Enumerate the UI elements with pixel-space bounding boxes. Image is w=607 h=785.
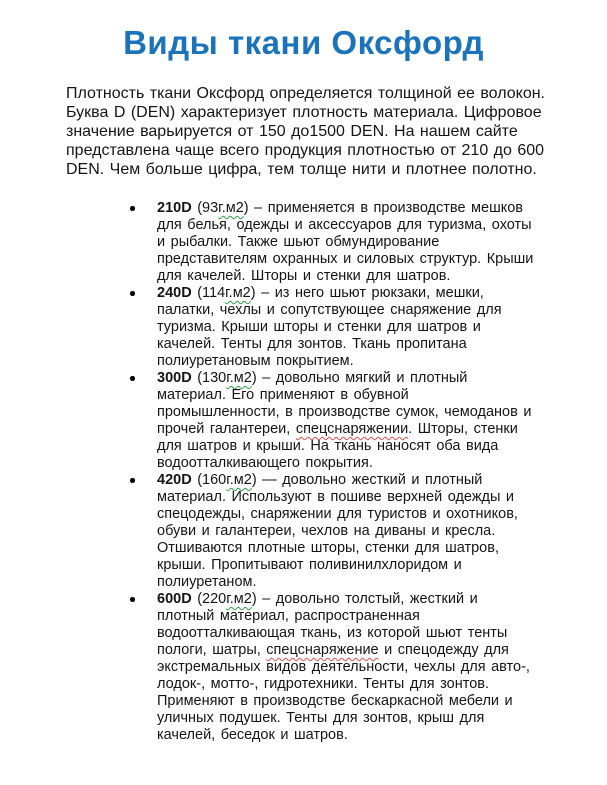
marked-word: г.м2 <box>225 284 251 301</box>
marked-word: спецснаряжение <box>266 641 379 658</box>
list-item <box>157 472 535 591</box>
marked-word: г.м2 <box>226 369 252 386</box>
density-list <box>0 200 535 744</box>
text-run: (160 <box>191 471 227 488</box>
text-run: ) – из него шьют рюкзаки, мешки, палатки, чехлы и сопутствующее снаряжение для туризма. Крыши шторы и стенки для шатров и качелей. Тенты для зонтов. Ткань пропитана полиуретановым покрытием. <box>157 284 502 369</box>
text-run: ) – довольно мягкий и плотный материал. Его применяют в обувной промышленности, в производстве сумок, чемоданов и прочей галантереи, <box>157 369 532 437</box>
text-run: (130 <box>191 369 227 386</box>
page-title: Виды ткани Оксфорд <box>123 24 484 61</box>
text-run: . Шторы, стенки для шатров и крыши. На ткань наносят оба вида водоотталкивающего покрытия. <box>157 420 518 471</box>
marked-word: г.м2 <box>226 471 252 488</box>
marked-word: спецснаряжении <box>295 420 409 437</box>
marked-word: г.м2 <box>226 590 252 607</box>
text-run: ) – довольно толстый, жесткий и плотный материал, распространенная водоотталкивающая ткань, из которой шьют тенты пологи, шатры, <box>157 590 508 658</box>
intro-paragraph: Плотность ткани Оксфорд определяется толщиной ее волокон. Буква D (DEN) характеризует плотность материала. Цифровое значение варьируется от 150 до1500 DEN. На нашем сайте представлена чаще всего продукция плотностью от 210 до 600 DEN. Чем больше цифра, тем толще нити и плотнее полотно. <box>66 84 545 178</box>
density-label: 420D <box>157 471 192 488</box>
text-run: (93 <box>191 199 219 216</box>
density-label: 210D <box>157 199 192 216</box>
density-label: 240D <box>157 284 192 301</box>
list-item <box>157 370 535 472</box>
text-run: ) – применяется в производстве мешков для белья, одежды и аксессуаров для туризма, охоты и рыбалки. Также шьют обмундирование представителям охранных и силовых структур. Крыши для качелей. Шторы и стенки для шатров. <box>157 199 534 284</box>
text-run: ) — довольно жесткий и плотный материал. Используют в пошиве верхней одежды и спецодежды, снаряжении для туристов и охотников, обуви и галантереи, чехлов на диваны и кресла. Отшиваются плотные шторы, стенки для шатров, крыши. Пропитывают поливинилхлоридом и полиуретаном. <box>157 471 518 590</box>
text-run: (220 <box>191 590 227 607</box>
list-item <box>157 591 535 744</box>
list-item <box>157 200 535 285</box>
marked-word: г.м2 <box>218 199 244 216</box>
text-run: и спецодежду для экстремальных видов деятельности, чехлы для авто-, лодок-, мотто-, гидротехники. Тенты для зонтов. Применяют в производстве бескаркасной мебели и уличных подушек. Тенты для зонтов, крыш для качелей, беседок и шатров. <box>157 641 530 743</box>
text-run: (114 <box>191 284 226 301</box>
list-item <box>157 285 535 370</box>
density-label: 300D <box>157 369 192 386</box>
density-label: 600D <box>157 590 192 607</box>
